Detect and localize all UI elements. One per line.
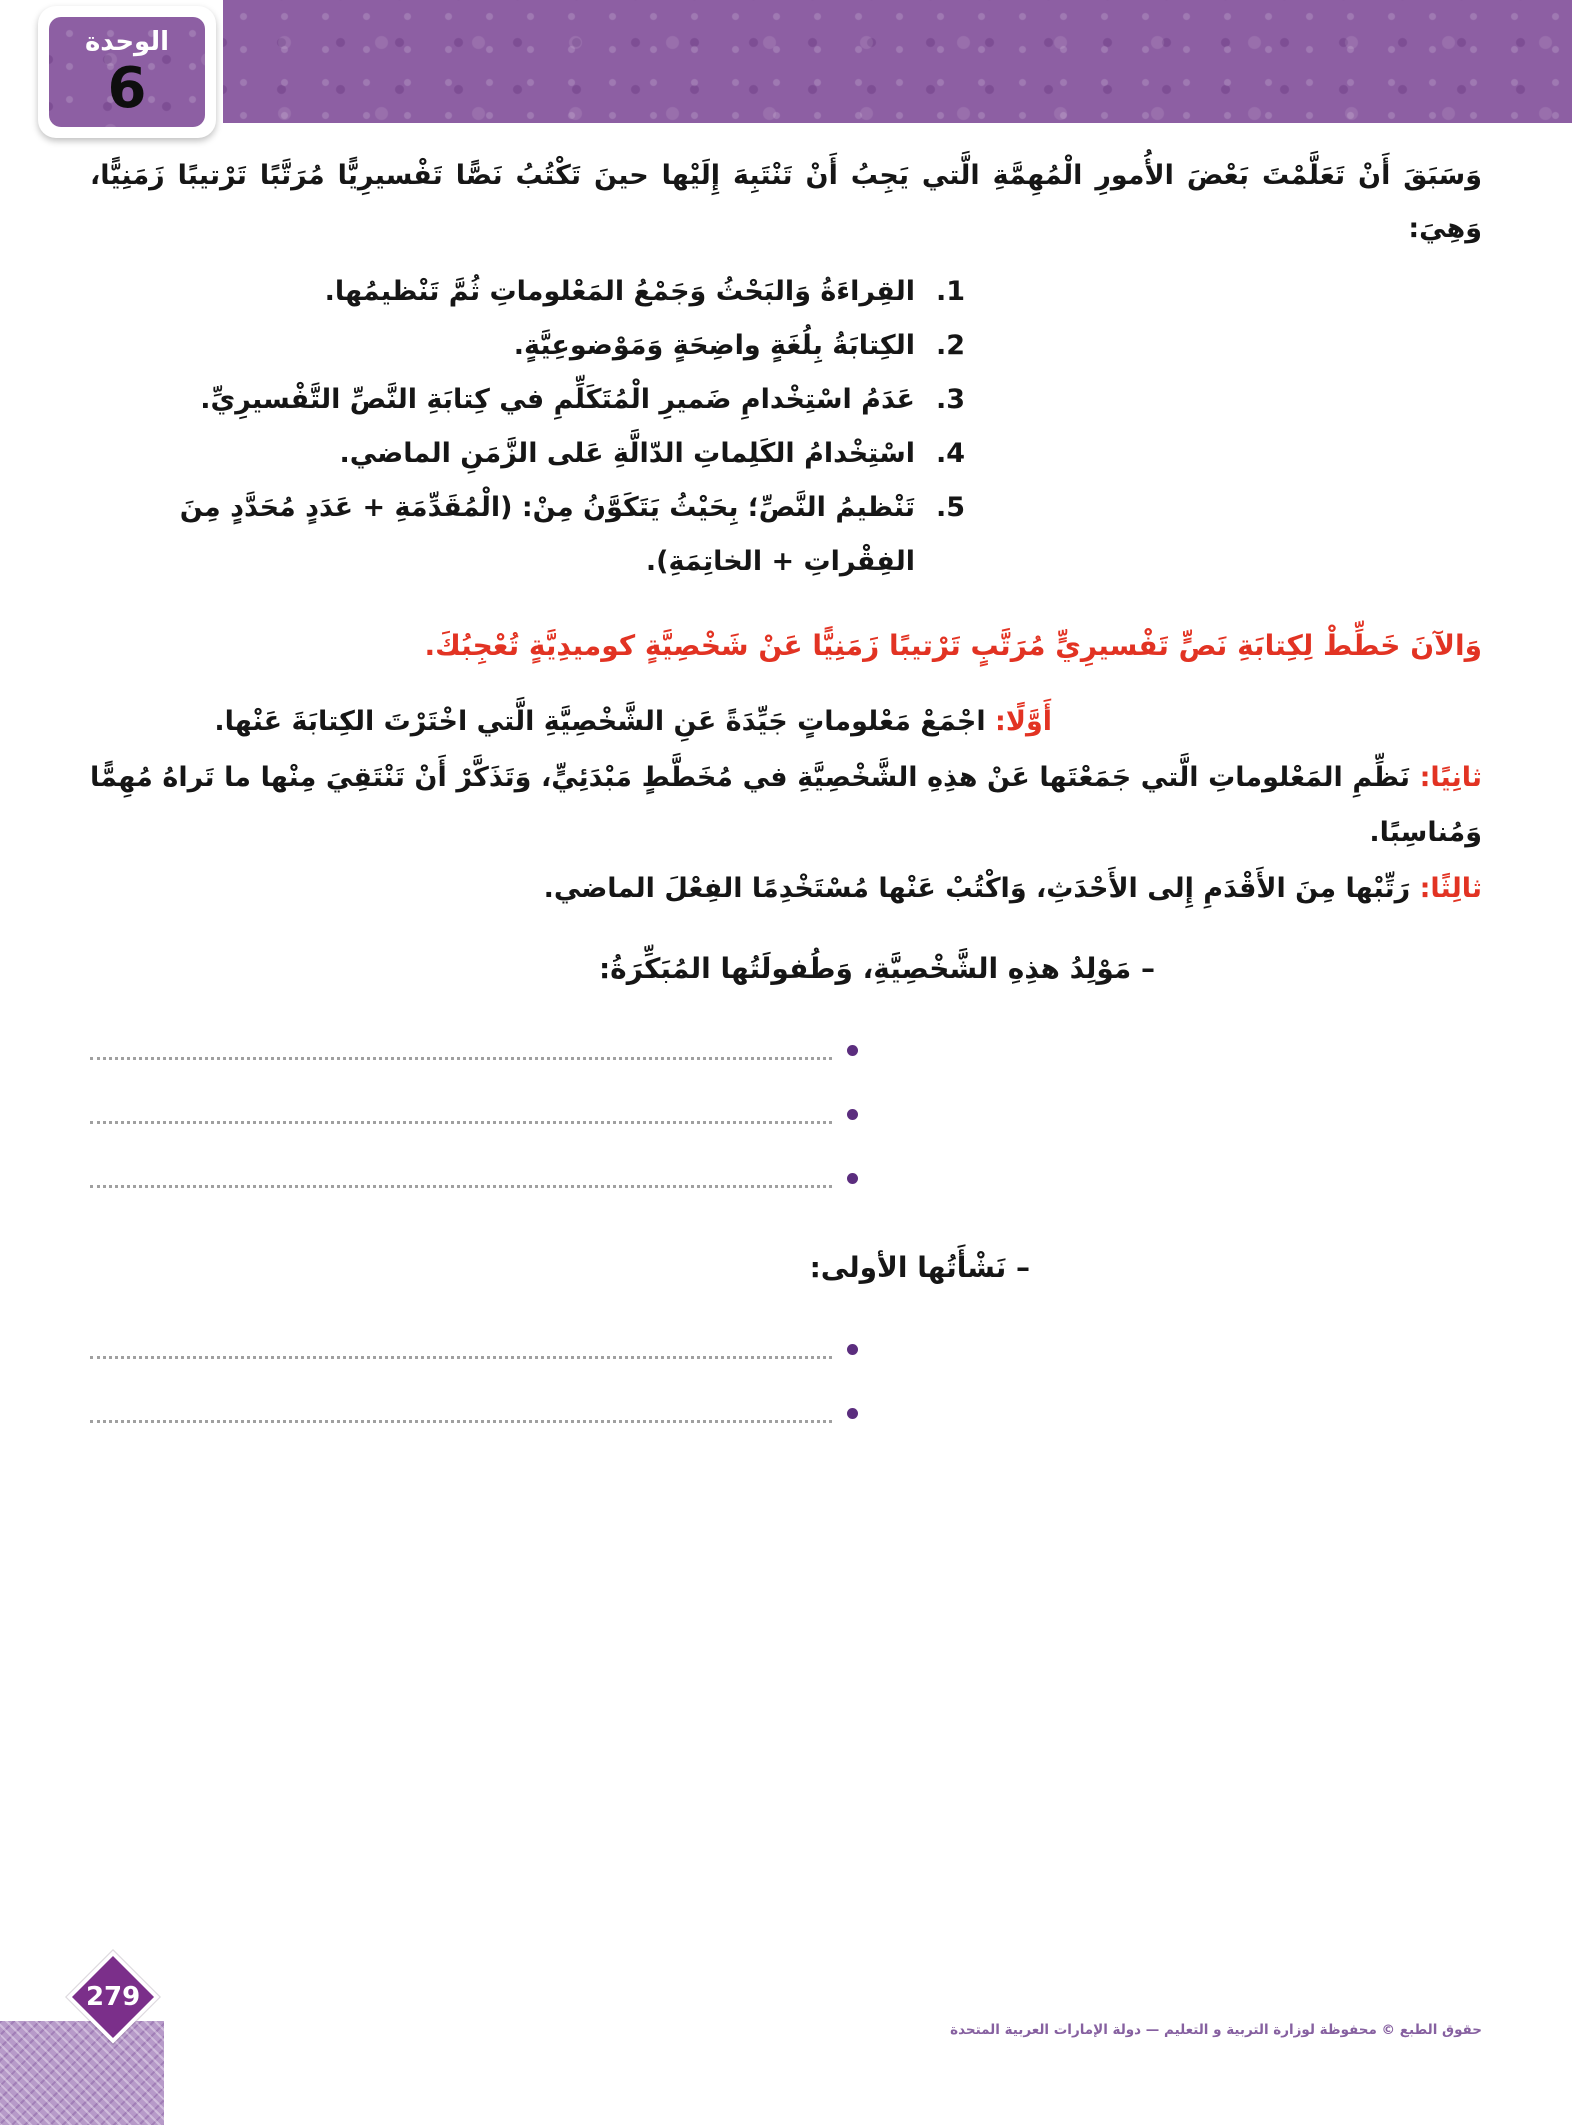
rule-number: 4. xyxy=(935,438,965,470)
rule-number: 3. xyxy=(935,384,965,416)
bullet-icon xyxy=(847,1173,858,1184)
rule-item xyxy=(90,427,965,481)
answer-lines-group xyxy=(90,1302,1482,1430)
step-item-third xyxy=(90,861,1482,916)
step-label: ثانِيًا: xyxy=(1419,761,1482,793)
answer-line xyxy=(90,1003,858,1067)
rule-text: الكِتابَةُ بِلُغَةٍ واضِحَةٍ وَمَوْضوعِيَّةٍ. xyxy=(513,330,915,362)
rules-list xyxy=(90,265,965,589)
unit-tab-inner xyxy=(49,17,205,127)
intro-paragraph: وَسَبَقَ أَنْ تَعَلَّمْتَ بَعْضَ الأُمورِ الْمُهِمَّةِ الَّتي يَجِبُ أَنْ تَنْتَبِهَ إِلَيْها حينَ تَكْتُبُ نَصًّا تَفْسيرِيًّا مُرَتَّبًا تَرْتيبًا زَمَنِيًّا، وَهِيَ: xyxy=(90,160,1482,244)
section-birth-early-childhood xyxy=(90,942,1482,1195)
page-number: 279 xyxy=(85,1982,141,2012)
bullet-icon xyxy=(847,1045,858,1056)
dotted-writing-line xyxy=(90,1121,832,1124)
unit-number: 6 xyxy=(107,55,147,121)
page-content xyxy=(0,150,1572,1430)
answer-line xyxy=(90,1067,858,1131)
bullet-icon xyxy=(847,1408,858,1419)
step-text: نَظِّمِ المَعْلوماتِ الَّتي جَمَعْتَها عَنْ هذِهِ الشَّخْصِيَّةِ في مُخَطَّطٍ مَبْدَئِيٍّ، وَتَذَكَّرْ أَنْ تَنْتَقِيَ مِنْها ما تَراهُ مُهِمًّا وَمُناسِبًا. xyxy=(90,761,1482,849)
rule-number: 1. xyxy=(935,276,965,308)
step-item-first xyxy=(90,694,1052,749)
task-headline: وَالآنَ خَطِّطْ لِكِتابَةِ نَصٍّ تَفْسيرِيٍّ مُرَتَّبٍ تَرْتيبًا زَمَنِيًّا عَنْ شَخْصِيَّةٍ كوميدِيَّةٍ تُعْجِبُكَ. xyxy=(424,629,1482,663)
answer-line xyxy=(90,1366,858,1430)
section-title: – نَشْأَتُها الأولى: xyxy=(809,1251,1030,1285)
rule-item xyxy=(90,265,965,319)
rule-item xyxy=(90,319,965,373)
answer-line xyxy=(90,1302,858,1366)
dotted-writing-line xyxy=(90,1057,832,1060)
step-label: أَوَّلًا: xyxy=(995,706,1052,738)
step-text: رَتِّبْها مِنَ الأَقْدَمِ إِلى الأَحْدَثِ، وَاكْتُبْ عَنْها مُسْتَخْدِمًا الفِعْلَ الماضي. xyxy=(543,872,1411,904)
bullet-icon xyxy=(847,1344,858,1355)
rule-item xyxy=(90,481,965,589)
unit-tab xyxy=(38,6,216,138)
dotted-writing-line xyxy=(90,1420,832,1423)
top-banner xyxy=(223,0,1572,123)
rule-text: اسْتِخْدامُ الكَلِماتِ الدّالَّةِ عَلى الزَّمَنِ الماضي. xyxy=(339,438,915,470)
answer-line xyxy=(90,1131,858,1195)
section-first-upbringing xyxy=(90,1241,1482,1430)
rule-text: عَدَمُ اسْتِخْدامِ ضَميرِ الْمُتَكَلِّمِ في كِتابَةِ النَّصِّ التَّفْسيرِيِّ. xyxy=(200,384,915,416)
rule-text: تَنْظيمُ النَّصِّ؛ بِحَيْثُ يَتَكَوَّنُ مِنْ: (الْمُقَدِّمَةِ + عَدَدٍ مُحَدَّدٍ مِنَ الفِقْراتِ + الخاتِمَةِ). xyxy=(179,492,915,578)
bullet-icon xyxy=(847,1109,858,1120)
corner-texture xyxy=(0,2021,164,2125)
section-title: – مَوْلِدُ هذِهِ الشَّخْصِيَّةِ، وَطُفولَتُها المُبَكِّرَةُ: xyxy=(598,951,1155,985)
rule-text: القِراءَةُ وَالبَحْثُ وَجَمْعُ المَعْلوماتِ ثُمَّ تَنْظيمُها. xyxy=(324,276,915,308)
step-item-second xyxy=(90,750,1482,861)
unit-label: الوحدة xyxy=(84,27,170,58)
answer-lines-group xyxy=(90,1003,1482,1195)
rule-number: 2. xyxy=(935,330,965,362)
rule-number: 5. xyxy=(935,492,965,524)
rule-item xyxy=(90,373,965,427)
footer-copyright: حقوق الطبع © محفوظة لوزارة التربية و التعليم — دولة الإمارات العربية المتحدة xyxy=(950,2022,1482,2038)
dotted-writing-line xyxy=(90,1356,832,1359)
step-label: ثالِثًا: xyxy=(1419,872,1482,904)
steps-block xyxy=(90,694,1482,915)
step-text: اجْمَعْ مَعْلوماتٍ جَيِّدَةً عَنِ الشَّخْصِيَّةِ الَّتي اخْتَرْتَ الكِتابَةَ عَنْها. xyxy=(214,706,986,738)
dotted-writing-line xyxy=(90,1185,832,1188)
